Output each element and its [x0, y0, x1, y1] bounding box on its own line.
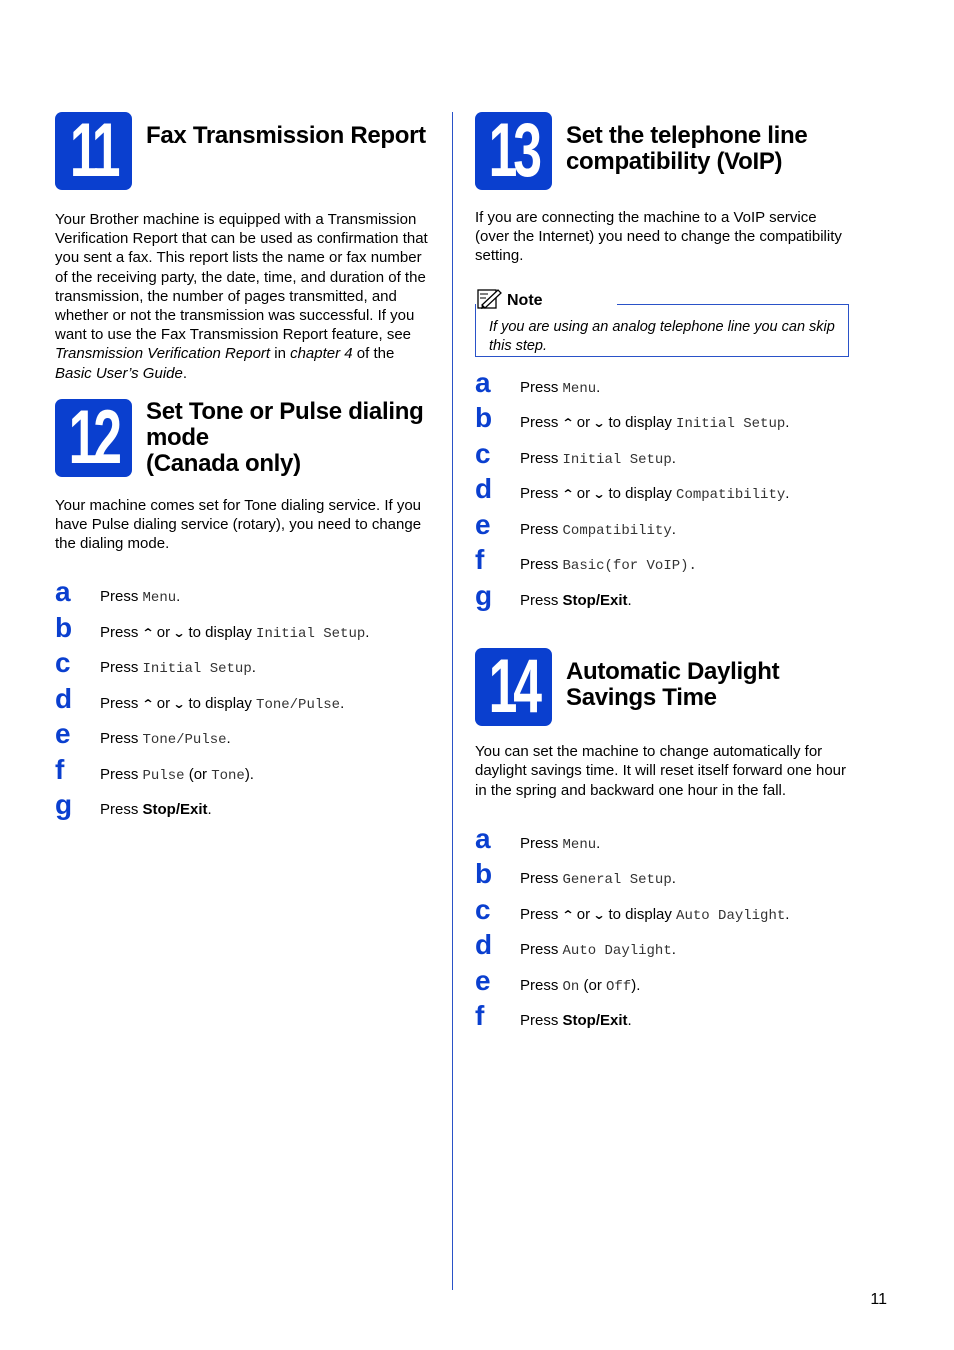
section-header [55, 112, 430, 191]
step-letter: f [475, 544, 485, 576]
section-title: Automatic Daylight Savings Time [566, 658, 780, 712]
down-arrow-icon: ⌄ [172, 625, 186, 640]
step-list [475, 366, 850, 627]
step-a [55, 576, 430, 623]
step-letter: c [55, 647, 71, 679]
step-d [475, 929, 850, 976]
step-text: Press Stop/Exit. [520, 591, 632, 609]
step-text: Press Tone/Pulse. [100, 730, 231, 749]
section-11 [55, 112, 430, 383]
step-b [55, 611, 430, 659]
right-column [475, 112, 850, 1047]
step-letter: g [55, 789, 73, 821]
up-arrow-icon: ⌃ [561, 907, 575, 922]
step-list [55, 576, 430, 836]
step-text: Press General Setup. [520, 870, 676, 889]
step-text: Press Menu. [520, 834, 601, 853]
section-header [475, 648, 850, 727]
step-letter: g [475, 579, 493, 611]
section-12 [55, 399, 430, 836]
down-arrow-icon: ⌄ [592, 416, 606, 431]
down-arrow-icon: ⌄ [592, 487, 606, 502]
step-f [475, 1000, 850, 1047]
step-e [475, 964, 850, 1012]
down-arrow-icon: ⌄ [592, 907, 606, 922]
step-letter: f [55, 753, 65, 785]
step-text: Press ⌃ or ⌄ to display Compatibility. [520, 485, 790, 504]
step-c [475, 437, 850, 485]
step-c [55, 647, 430, 694]
step-number-badge: 11 [55, 112, 132, 190]
step-text: Press ⌃ or ⌄ to display Tone/Pulse. [100, 694, 345, 713]
step-text: Press Auto Daylight. [520, 941, 676, 960]
section-14 [475, 648, 850, 1047]
step-letter: c [475, 437, 491, 469]
step-text: Press On (or Off). [520, 976, 641, 995]
step-e [55, 718, 430, 765]
section-paragraph: You can set the machine to change automatically for daylight savings time. It will reset itself forward one hour in the spring and backward one hour in the fall. [475, 743, 846, 799]
section-paragraph: Your Brother machine is equipped with a Transmission Verification Report that can be used as confirmation that you sent a fax. This report lists the name or fax number of the receiving party, the date, time, and duration of the transmission, the number of pages transmitted, and whether or not the transmission was successful. If you want to use the Fax Transmission Report feature, see Transmission Verification Report in chapter 4 of the Basic User’s Guide. [55, 211, 428, 382]
step-letter: d [55, 682, 73, 714]
step-text: Press Stop/Exit. [100, 801, 212, 819]
step-number-badge: 12 [55, 399, 132, 477]
step-letter: d [475, 473, 493, 505]
step-text: Press Pulse (or Tone). [100, 765, 254, 784]
step-text: Press Stop/Exit. [520, 1012, 632, 1030]
up-arrow-icon: ⌃ [561, 487, 575, 502]
step-letter: c [475, 893, 491, 925]
step-text: Press Initial Setup. [520, 449, 676, 468]
step-letter: a [475, 822, 491, 854]
step-text: Press ⌃ or ⌄ to display Initial Setup. [520, 414, 790, 433]
column-divider [452, 112, 453, 1290]
step-number-badge: 14 [475, 648, 552, 726]
step-text: Press ⌃ or ⌄ to display Initial Setup. [100, 623, 370, 642]
step-text: Press Initial Setup. [100, 659, 256, 678]
down-arrow-icon: ⌄ [172, 696, 186, 711]
step-letter: a [55, 576, 71, 608]
step-d [475, 473, 850, 520]
step-b [475, 402, 850, 449]
step-text: Press Compatibility. [520, 520, 676, 539]
step-a [475, 366, 850, 414]
up-arrow-icon: ⌃ [561, 416, 575, 431]
step-c [475, 893, 850, 941]
step-text: Press Basic(for VoIP). [520, 556, 697, 575]
step-letter: a [475, 366, 491, 398]
section-paragraph: Your machine comes set for Tone dialing service. If you have Pulse dialing service (rotary), you need to change the dialing mode. [55, 496, 422, 553]
step-e [475, 508, 850, 556]
step-letter: f [475, 1000, 485, 1032]
step-g [55, 789, 430, 836]
step-letter: e [475, 508, 491, 540]
section-title: Set Tone or Pulse dialing mode (Canada only) [146, 397, 424, 477]
step-f [55, 753, 430, 801]
section-title: Fax Transmission Report [146, 122, 426, 149]
step-letter: b [475, 858, 493, 890]
step-text: Press Menu. [100, 588, 181, 607]
note-text: If you are using an analog telephone line you can skip this step. [489, 318, 835, 355]
left-column [55, 112, 430, 836]
step-d [55, 682, 430, 730]
step-letter: b [55, 611, 73, 643]
up-arrow-icon: ⌃ [141, 696, 155, 711]
step-list [475, 822, 850, 1047]
page-number: 11 [870, 1291, 887, 1308]
step-f [475, 544, 850, 591]
step-letter: b [475, 402, 493, 434]
step-a [475, 822, 850, 870]
section-title: Set the telephone line compatibility (VoIP) [566, 122, 808, 175]
step-number-badge: 13 [475, 112, 552, 190]
step-text: Press ⌃ or ⌄ to display Auto Daylight. [520, 905, 790, 924]
section-header [475, 112, 850, 191]
section-13 [475, 112, 850, 626]
note-label: Note [507, 291, 543, 309]
step-b [475, 858, 850, 905]
up-arrow-icon: ⌃ [141, 625, 155, 640]
step-letter: d [475, 929, 493, 961]
section-paragraph: If you are connecting the machine to a VoIP service (over the Internet) you need to change the compatibility setting. [475, 209, 842, 265]
note-box [475, 288, 849, 358]
step-text: Press Menu. [520, 378, 601, 397]
section-header [55, 399, 430, 478]
step-letter: e [475, 964, 491, 996]
step-letter: e [55, 718, 71, 750]
step-g [475, 579, 850, 627]
